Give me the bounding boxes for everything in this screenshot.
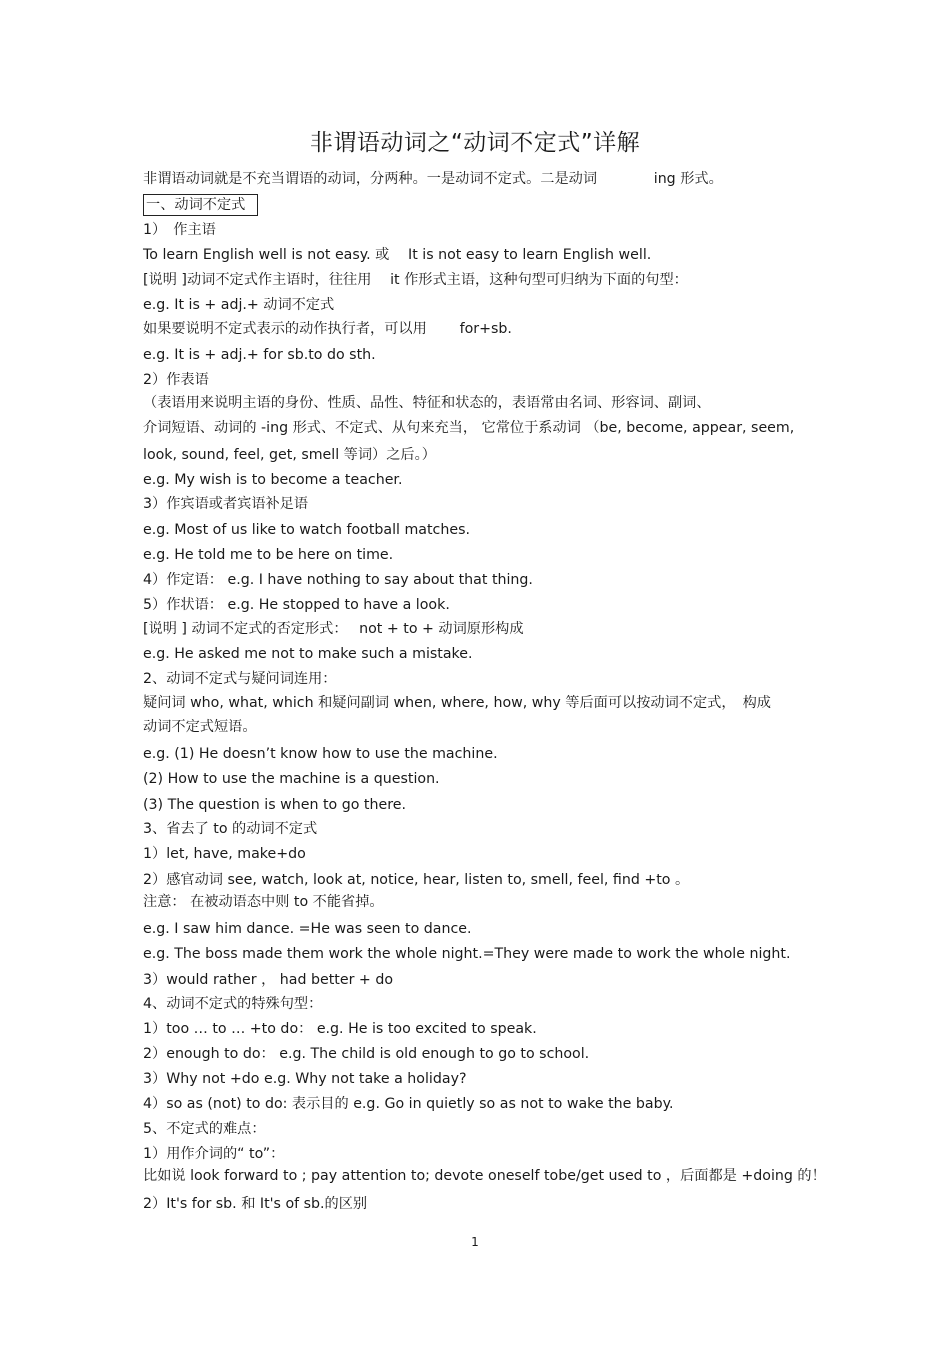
text-line: e.g. The boss made them work the whole night.=They were made to work the whole night. (143, 946, 791, 962)
text-line: 2）作表语 (143, 372, 209, 388)
text-line: e.g. My wish is to become a teacher. (143, 472, 403, 488)
text-line: To learn English well is not easy. 或 It is not easy to learn English well. (143, 247, 652, 263)
section-heading-boxed (143, 194, 258, 216)
section-heading-label: 一、动词不定式 (143, 194, 258, 216)
text-line: 3）Why not +do e.g. Why not take a holiday? (143, 1071, 467, 1087)
text-line: 4、动词不定式的特殊句型： (143, 996, 323, 1012)
text-line: 5）作状语： e.g. He stopped to have a look. (143, 597, 450, 613)
intro-line: 非谓语动词就是不充当谓语的动词，分两种。一是动词不定式。二是动词 ing 形式。 (143, 171, 723, 187)
text-line: 4）作定语： e.g. I have nothing to say about that thing. (143, 572, 533, 588)
text-line: 疑问词 who, what, which 和疑问副词 when, where, how, why 等后面可以按动词不定式， 构成 (143, 695, 771, 711)
text-line: (3) The question is when to go there. (143, 797, 406, 813)
text-line: 1）let, have, make+do (143, 846, 306, 862)
text-line: 比如说 look forward to ; pay attention to; devote oneself tobe/get used to ，后面都是 +doing 的！ (143, 1168, 826, 1184)
text-line: 3、省去了 to 的动词不定式 (143, 821, 318, 837)
text-line: e.g. (1) He doesn’t know how to use the machine. (143, 746, 498, 762)
text-line: 注意： 在被动语态中则 to 不能省掉。 (143, 894, 384, 910)
text-line: 2）enough to do： e.g. The child is old enough to go to school. (143, 1046, 590, 1062)
text-line: 4）so as (not) to do: 表示目的 e.g. Go in quietly so as not to wake the baby. (143, 1096, 674, 1112)
text-line: e.g. He told me to be here on time. (143, 547, 394, 563)
text-line: [说明 ] 动词不定式的否定形式： not + to + 动词原形构成 (143, 621, 524, 637)
text-line: 2）It's for sb. 和 It's of sb.的区别 (143, 1196, 368, 1212)
text-line: 3）would rather ， had better + do (143, 972, 394, 988)
text-line: 1） 作主语 (143, 222, 216, 238)
text-line: （表语用来说明主语的身份、性质、品性、特征和状态的，表语常由名词、形容词、副词、 (143, 395, 711, 411)
text-line: 介词短语、动词的 -ing 形式、不定式、从句来充当， 它常位于系动词 （be, become, appear, seem, (143, 420, 795, 436)
text-line: 2、动词不定式与疑问词连用： (143, 671, 337, 687)
text-line: 如果要说明不定式表示的动作执行者，可以用 for+sb. (143, 321, 512, 337)
text-line: e.g. It is + adj.+ for sb.to do sth. (143, 347, 376, 363)
text-line: e.g. He asked me not to make such a mistake. (143, 646, 473, 662)
document-title: 非谓语动词之“动词不定式”详解 (309, 130, 641, 156)
page-number: 1 (471, 1235, 479, 1249)
text-line: 2）感官动词 see, watch, look at, notice, hear, listen to, smell, feel, find +to 。 (143, 872, 690, 888)
text-line: [说明 ]动词不定式作主语时，往往用 it 作形式主语，这种句型可归纳为下面的句型： (143, 272, 688, 288)
text-line: e.g. It is + adj.+ 动词不定式 (143, 297, 335, 313)
text-line: 3）作宾语或者宾语补足语 (143, 496, 309, 512)
text-line: 5、不定式的难点： (143, 1121, 266, 1137)
text-line: 动词不定式短语。 (143, 719, 257, 735)
text-line: e.g. Most of us like to watch football matches. (143, 522, 470, 538)
text-line: (2) How to use the machine is a question. (143, 771, 440, 787)
text-line: look, sound, feel, get, smell 等词）之后。） (143, 447, 436, 463)
text-line: 1）too … to … +to do： e.g. He is too excited to speak. (143, 1021, 537, 1037)
text-line: 1）用作介词的“ to”： (143, 1146, 285, 1162)
text-line: e.g. I saw him dance. =He was seen to dance. (143, 921, 472, 937)
